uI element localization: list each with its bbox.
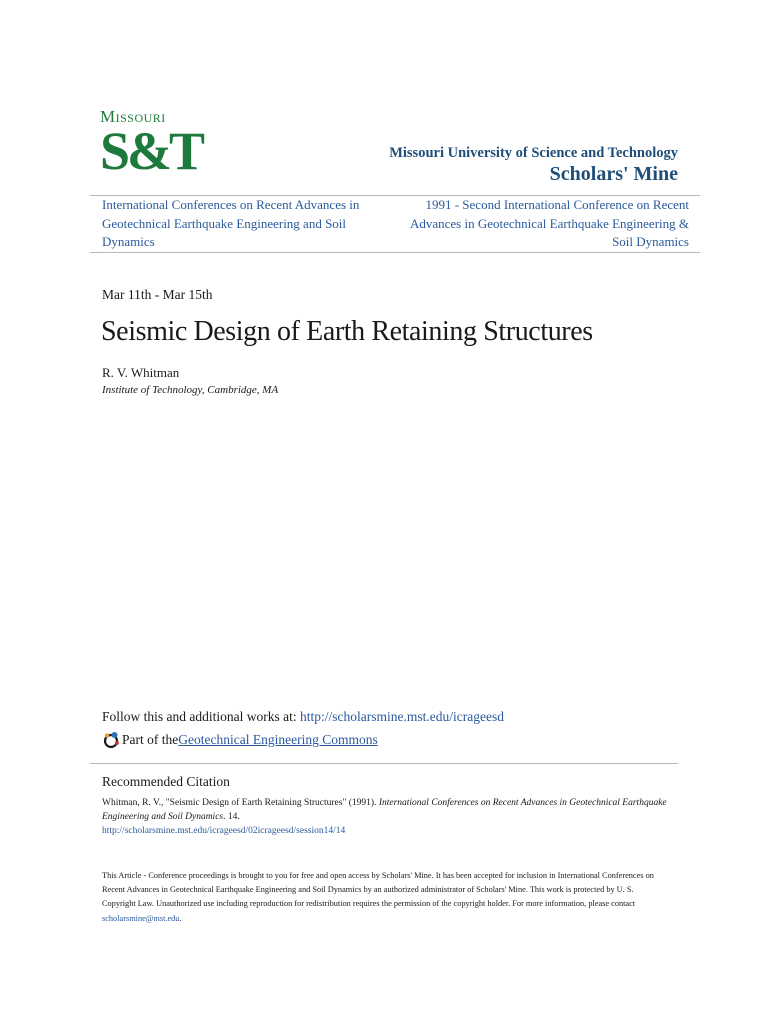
series-right xyxy=(389,196,689,252)
follow-prefix: Follow this and additional works at: xyxy=(102,709,300,724)
article-author: R. V. Whitman xyxy=(102,365,180,380)
article-title: Seismic Design of Earth Retaining Structures xyxy=(101,316,593,347)
repository-name: Scholars' Mine xyxy=(549,163,678,185)
part-of-prefix: Part of the xyxy=(122,732,179,747)
citation-url-link[interactable]: http://scholarsmine.mst.edu/icrageesd/02icrageesd/session14/14 xyxy=(102,826,346,836)
citation-divider xyxy=(90,763,678,764)
article-date: Mar 11th - Mar 15th xyxy=(102,287,213,302)
series-divider xyxy=(90,252,700,253)
notice-text: This Article - Conference proceedings is brought to you for free and open access by Scholars' Mine. It has been accepted for inclusion in International Conferences on Recent Advances in Geotechnical Earthquake Engineering and Soil Dynamics by an authorized administrator of Scholars' Mine. This work is protected by U. S. Copyright Law. Unauthorized use including reproduction for redistribution requires the permission of the copyright holder. For more information, please contact xyxy=(102,871,654,909)
series-link-conferences[interactable]: International Conferences on Recent Advances in Geotechnical Earthquake Engineering and Soil Dynamics xyxy=(102,197,360,249)
follow-url-link[interactable]: http://scholarsmine.mst.edu/icrageesd xyxy=(300,709,504,724)
contact-email-link[interactable]: scholarsmine@mst.edu xyxy=(102,913,180,923)
access-notice xyxy=(102,869,667,926)
series-link-1991-conference[interactable]: 1991 - Second International Conference on Recent Advances in Geotechnical Earthquake Engineering & Soil Dynamics xyxy=(409,197,689,249)
notice-end: . xyxy=(179,913,182,923)
university-name: Missouri University of Science and Technology xyxy=(389,145,678,161)
logo-missouri-text: Missouri xyxy=(100,107,166,126)
commons-network-icon xyxy=(102,731,120,749)
follow-line xyxy=(102,708,504,726)
citation-plain: Whitman, R. V., "Seismic Design of Earth Retaining Structures" (1991). xyxy=(102,798,379,808)
university-logo xyxy=(100,107,203,181)
citation-series-italic: International Conferences on Recent Advances in Geotechnical Earthquake Engineering and Soil Dynamics xyxy=(102,798,667,822)
logo-st-text: S&T xyxy=(100,121,203,181)
citation-end: . 14. xyxy=(223,812,240,822)
commons-link[interactable]: Geotechnical Engineering Commons xyxy=(178,732,378,747)
part-of-line xyxy=(102,731,378,749)
citation-text xyxy=(102,796,667,838)
author-affiliation: Institute of Technology, Cambridge, MA xyxy=(102,384,279,396)
citation-heading: Recommended Citation xyxy=(102,774,230,789)
repository-header xyxy=(389,144,678,186)
series-left xyxy=(102,196,387,252)
